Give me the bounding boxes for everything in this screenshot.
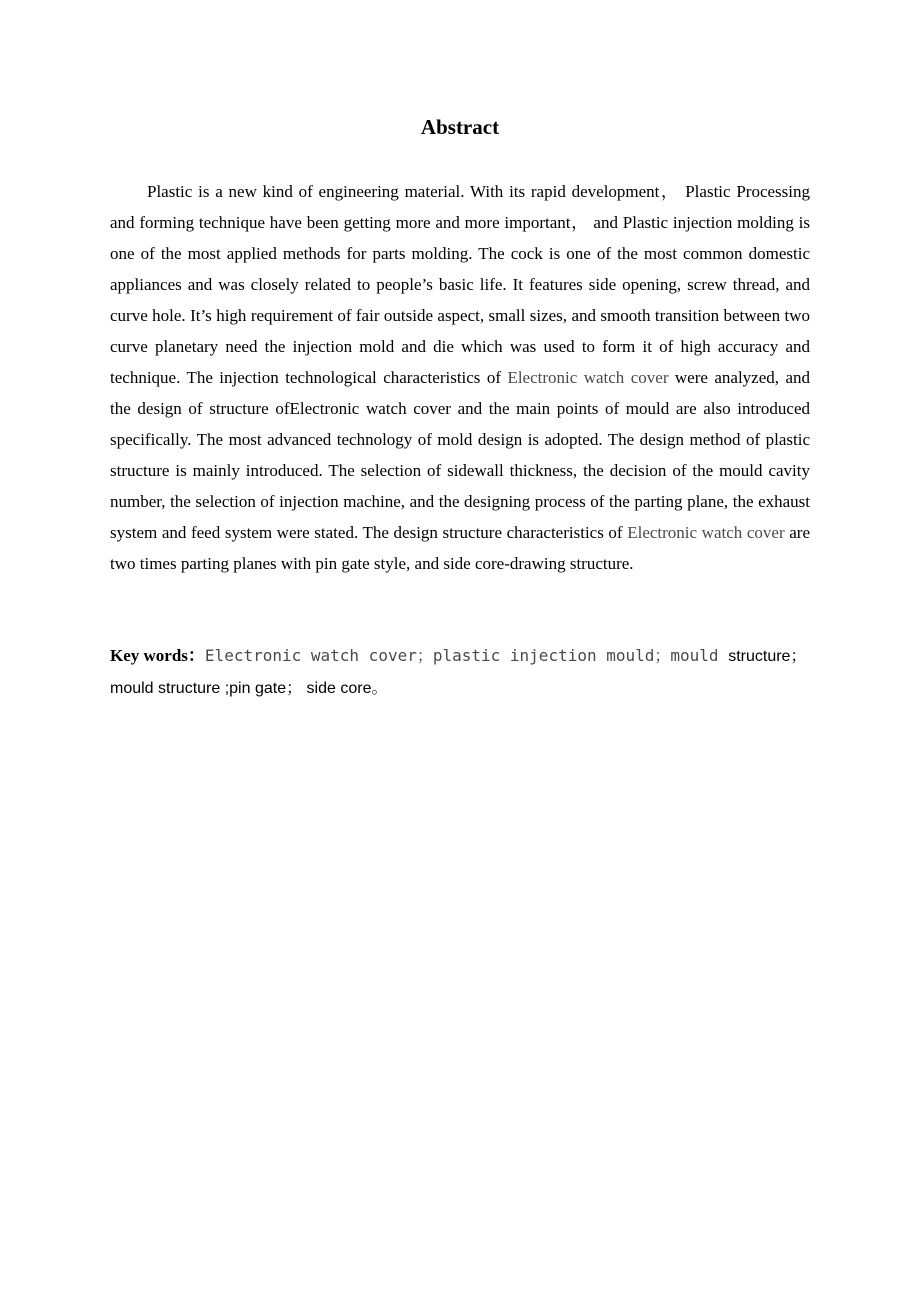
keywords-structure-text: structure； <box>728 648 807 665</box>
abstract-text-highlight-2: Electronic watch cover <box>627 523 785 542</box>
keywords-label: Key words： <box>110 646 205 665</box>
keywords-mono-text: Electronic watch cover；plastic injection mould；mould <box>204 646 729 665</box>
abstract-text-2: were analyzed, and the design of structure ofElectronic watch cover and the main points of mould are also introduced specifically. The most advanced technology of mold design is adopted. The design method of plastic structure is mainly introduced. The selection of sidewall thickness, the decision of the mould cavity number, the selection of injection machine, and the designing process of the parting plane, the exhaust system and feed system were stated. The design structure characteristics of <box>110 368 810 542</box>
keywords-rest-text: mould structure ;pin gate； side core。 <box>110 680 388 697</box>
abstract-title: Abstract <box>420 115 500 139</box>
keywords-line <box>110 640 815 704</box>
abstract-text-3: are two times parting planes with pin gate style, and side core-drawing structure. <box>110 523 810 573</box>
abstract-paragraph <box>110 176 810 579</box>
abstract-text-highlight-1: Electronic watch cover <box>507 368 669 387</box>
abstract-text-1: Plastic is a new kind of engineering material. With its rapid development， Plastic Processing and forming technique have been getting more and more important， and Plastic injection molding is one of the most applied methods for parts molding. The cock is one of the most common domestic appliances and was closely related to people’s basic life. It features side opening, screw thread, and curve hole. It’s high requirement of fair outside aspect, small sizes, and smooth transition between two curve planetary need the injection mold and die which was used to form it of high accuracy and technique. The injection technological characteristics of <box>110 182 810 387</box>
